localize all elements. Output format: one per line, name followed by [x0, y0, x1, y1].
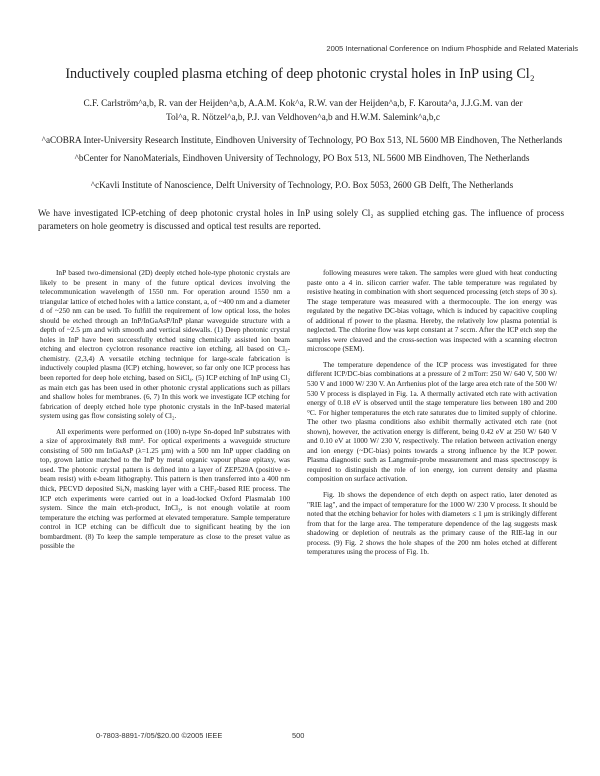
abstract: We have investigated ICP-etching of deep photonic crystal holes in InP using solely Cl₂ as supplied etching gas. The influence of process parameters on hole geometry is discussed and optical test results are reported.	[38, 208, 564, 232]
footer-identifier: 0-7803-8891-7/05/$20.00 ©2005 IEEE	[96, 731, 223, 740]
author-line-2: Tol^a, R. Nötzel^a,b, P.J. van Veldhoven^a,b and H.W.M. Salemink^a,b,c	[166, 113, 440, 123]
paragraph: All experiments were performed on (100) n-type Sn-doped InP substrates with a size of approximately 8x8 mm². For optical experiments a waveguide structure consisting of 500 nm InGaAsP (λ=1.25 µm) with a 500 nm InP upper cladding on top, grown lattice matched to the InP by metal organic vapour phase epitaxy, was used. The photonic crystal pattern is defined into a layer of ZEP520A (positive e-beam resist) with e-beam lithography. This pattern is then transferred into a 400 nm thick, PECVD deposited SiₓNᵧ masking layer with a CHF₃-based RIE process. The ICP etch experiments were carried out in a load-locked Oxford Plasmalab 100 system. Since the main etch-product, InCl₃, is not enough volatile at room temperature the etching was performed at elevated temperature. Sample temperature control in ICP etching can be difficult due to significant heating by the ion bombardment. (8) To keep the sample temperature as close to the preset value as possible the	[40, 426, 290, 551]
left-column	[40, 268, 290, 557]
conference-header: 2005 International Conference on Indium Phosphide and Related Materials	[326, 44, 578, 53]
author-line-1: C.F. Carlström^a,b, R. van der Heijden^a,b, A.A.M. Kok^a, R.W. van der Heijden^a,b, F. Karouta^a, J.J.G.M. van der	[83, 99, 523, 109]
affiliation-c: ^cKavli Institute of Nanoscience, Delft University of Technology, P.O. Box 5053, 2600 GB Delft, The Netherlands	[90, 180, 514, 190]
paragraph: Fig. 1b shows the dependence of etch depth on aspect ratio, later denoted as "RIE lag", and the impact of temperature for the 1000 W/ 230 V process. It should be noted that the etching behavior for holes with diameters ≤ 1 µm is strikingly different from that for the large area. The temperature dependence of the lag suggests mask shadowing or depletion of neutrals as the primary cause of the RIE-lag in our process. (9) Fig. 2 shows the hole shapes of the 200 nm holes etched at different temperatures using the process of Fig. 1b.	[307, 490, 557, 557]
right-column	[307, 268, 557, 563]
affiliation-b: ^bCenter for NanoMaterials, Eindhoven University of Technology, PO Box 513, NL 5600 MB Eindhoven, The Netherlands	[74, 153, 530, 163]
paragraph: InP based two-dimensional (2D) deeply etched hole-type photonic crystals are likely to be present in many of the future optical devices involving the telecommunication wavelength of 1550 nm. For operation around 1550 nm a triangular lattice of etched holes with a lattice constant, a, of ~400 nm and a diameter d of ~250 nm can be used. To fulfill the requirement of low optical loss, the holes should be etched through an InP/InGaAsP/InP planar waveguide structure with a depth of ~2.5 µm and with smooth and vertical sidewalls. (1) Deep photonic crystal holes in InP have been successfully etched using chemically assisted ion beam etching and electron cyclotron resonance reactive ion etching, all based on Cl₂-chemistry. (2,3,4) A versatile etching technique for large-scale fabrication is inductively coupled plasma (ICP) etching, however, so far only one ICP process has been reported for deep hole etching, based on SiCl₄. (5) ICP etching of InP using Cl₂ as main etch gas has been used in other photonic crystal applications such as pillars and shallow holes for membranes. (6, 7) In this work we investigate ICP etching for fabrication of deeply etched hole type photonic crystals in the InP-based material system using gas flow consisting solely of Cl₂.	[40, 268, 290, 421]
page-number: 500	[292, 731, 305, 740]
affiliation-a: ^aCOBRA Inter-University Research Institute, Eindhoven University of Technology, PO Box 513, NL 5600 MB Eindhoven, The Netherlands	[41, 135, 563, 145]
author-list	[36, 97, 570, 125]
paragraph: following measures were taken. The samples were glued with heat conducting paste onto a 4 in. silicon carrier wafer. The table temperature was regulated by resistive heating in combination with short sequenced processing (etch steps of 30 s). The stage temperature was measured with a thermocouple. The ion energy was regulated by the negative DC-bias voltage, which is induced by capacitive coupling of additional rf power to the plasma. Hereby, the relatively low plasma potential is neglected. The chlorine flow was kept constant at 7 sccm. After the ICP etch step the samples were cleaved and the cross-section was inspected with a scanning electron microscope (SEM).	[307, 268, 557, 354]
paper-title: Inductively coupled plasma etching of deep photonic crystal holes in InP using Cl₂	[65, 66, 535, 82]
paragraph: The temperature dependence of the ICP process was investigated for three different ICP/DC-bias combinations at a pressure of 2 mTorr: 250 W/ 640 V, 500 W/ 530 V and 1000 W/ 230 V. An Arrhenius plot of the large area etch rate of the 500 W/ 530 V process is displayed in Fig. 1a. A thermally activated etch rate with activation energy of 0.18 eV is observed until the stage temperature lies between 180 and 200 °C. For higher temperatures the etch rate saturates due to limited supply of chlorine. The other two plasma conditions also exhibit thermally activated etch rate (not shown), however, the activation energy is different, being 0.42 eV at 250 W/ 640 V and 0.10 eV at 1000 W/ 230 V, respectively. The relation between activation energy and ion energy (~DC-bias) points towards a strong influence by the ICP power. Plasma diagnostic such as Langmuir-probe measurement and mass spectroscopy is required to distinguish the role of ion energy, ion current density and plasma composition on surface activation.	[307, 359, 557, 484]
